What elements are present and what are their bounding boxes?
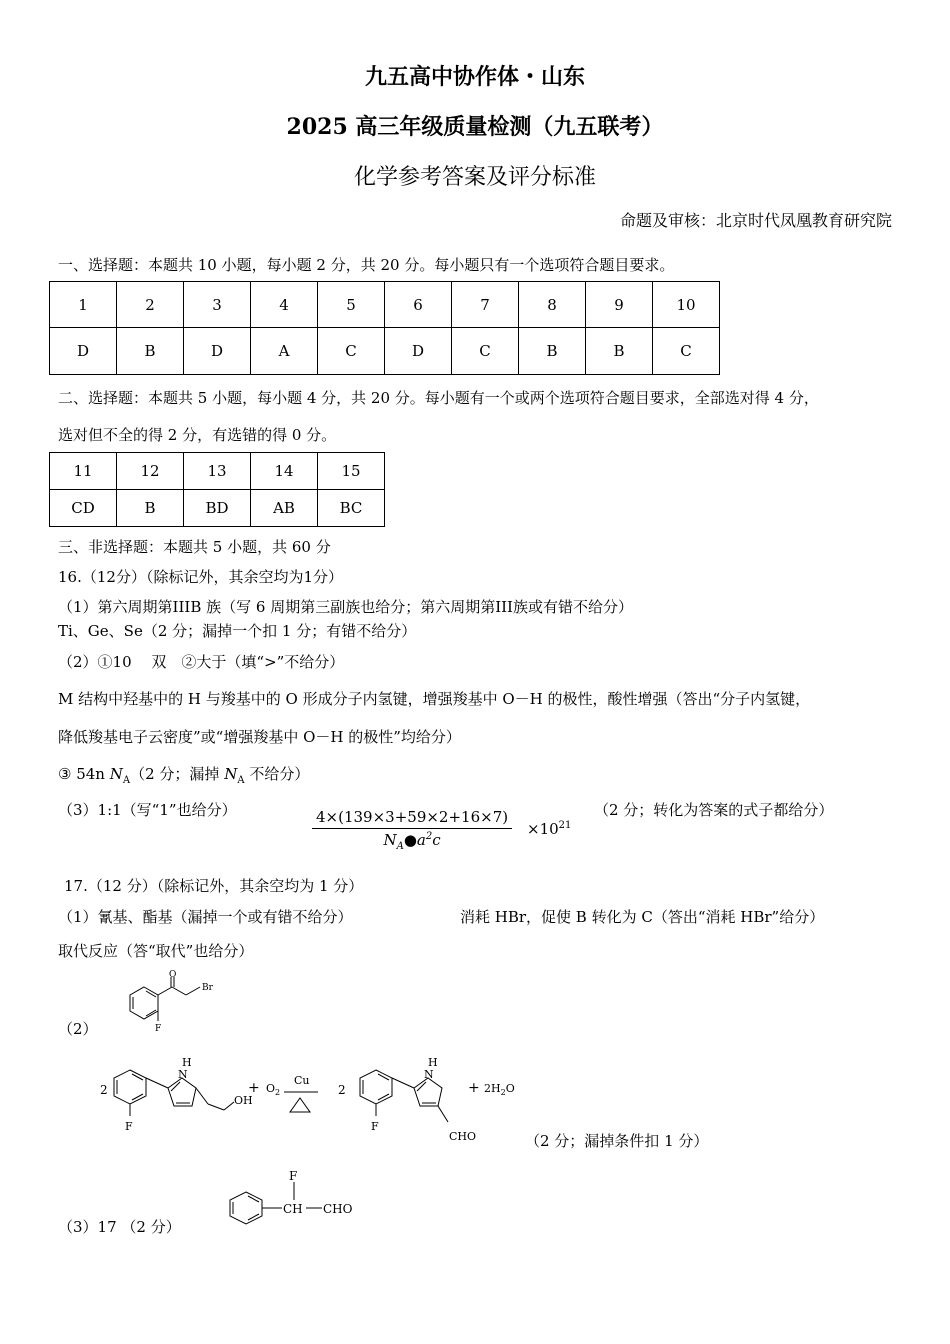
header-line1: 九五高中协作体・山东 xyxy=(364,64,585,90)
q17-head: 17.（12 分）（除标记外，其余空均为 1 分） xyxy=(64,877,364,895)
q16-part2b: M 结构中羟基中的 H 与羧基中的 O 形成分子内氢键，增强羧基中 O－H 的极性，酸性增强（答出“分子内氢键， xyxy=(58,690,811,708)
s2-ans-13: BD xyxy=(184,490,251,527)
formula-numerator: 4×(139×3+59×2+16×7) xyxy=(312,808,512,829)
oxygen-o: O xyxy=(266,1082,276,1095)
catalyst-label: Cu xyxy=(294,1074,310,1087)
s2-num-14: 14 xyxy=(251,453,318,490)
s1-num-3: 3 xyxy=(184,282,251,328)
s2-ans-14: AB xyxy=(251,490,318,527)
q16-p3-na2: N xyxy=(224,765,238,783)
reactant-fluorine: F xyxy=(125,1120,133,1133)
s2-num-15: 15 xyxy=(318,453,385,490)
reactant-nh-h: H xyxy=(182,1056,192,1069)
s1-ans-5: C xyxy=(318,328,385,375)
q16-part1: （1）第六周期第IIIB 族（写 6 周期第三副族也给分；第六周期第III族或有错不给分） xyxy=(58,598,633,616)
s1-ans-9: B xyxy=(586,328,653,375)
formula-mult: ×10 xyxy=(527,820,559,838)
q17-part3: （3）17 （2 分） xyxy=(58,1218,181,1236)
formula-den-rest: ●a xyxy=(403,831,426,849)
section1-answer-row xyxy=(50,328,720,375)
section2-table xyxy=(49,452,385,527)
section2-title-line1: 二、选择题：本题共 5 小题，每小题 4 分，共 20 分。每小题有一个或两个选项符合题目要求，全部选对得 4 分， xyxy=(58,389,819,407)
s1-ans-10: C xyxy=(653,328,720,375)
hydroxyl-label: OH xyxy=(234,1094,253,1107)
q17-part2-note: （2 分；漏掉条件扣 1 分） xyxy=(525,1132,709,1150)
fluoro-aldehyde-structure xyxy=(224,1170,364,1234)
header-line2: 2025 高三年级质量检测（九五联考） xyxy=(286,114,664,140)
q16-part4: （3）1:1（写“1”也给分） xyxy=(58,801,237,819)
s1-ans-7: C xyxy=(452,328,519,375)
q16-p3-na-sub: A xyxy=(122,775,131,786)
section2-title-line2: 选对但不全的得 2 分，有选错的得 0 分。 xyxy=(58,426,337,444)
s2-ans-15: BC xyxy=(318,490,385,527)
s1-ans-1: D xyxy=(50,328,117,375)
formula-multiplier xyxy=(527,820,571,838)
plus-sign-2: + xyxy=(468,1080,480,1096)
product-fluorine: F xyxy=(371,1120,379,1133)
q16-part2: （2）①10 双 ②大于（填“>”不给分） xyxy=(58,653,345,671)
header-line3: 化学参考答案及评分标准 xyxy=(353,165,596,190)
s2-num-12: 12 xyxy=(117,453,184,490)
s1-num-7: 7 xyxy=(452,282,519,328)
s2-ans-11: CD xyxy=(50,490,117,527)
s1-ans-8: B xyxy=(519,328,586,375)
s1-ans-6: D xyxy=(385,328,452,375)
section3-title: 三、非选择题：本题共 5 小题，共 60 分 xyxy=(58,538,331,556)
formula-den-c: c xyxy=(432,831,441,849)
reactant-coefficient: 2 xyxy=(100,1083,108,1097)
density-formula xyxy=(312,808,512,852)
s2-num-13: 13 xyxy=(184,453,251,490)
q16-part1b: Ti、Ge、Se（2 分；漏掉一个扣 1 分；有错不给分） xyxy=(58,622,417,640)
s1-ans-2: B xyxy=(117,328,184,375)
author-line: 命题及审核：北京时代凤凰教育研究院 xyxy=(619,211,892,230)
product-nh-h: H xyxy=(428,1056,438,1069)
water-h: 2H xyxy=(484,1082,501,1095)
oxygen-label xyxy=(266,1082,280,1097)
formula-den-n: N xyxy=(383,831,397,849)
q16-part3 xyxy=(58,763,309,786)
formula-den-sup: 2 xyxy=(425,831,433,842)
section1-table xyxy=(49,281,720,375)
aldehyde-label: CHO xyxy=(449,1130,477,1143)
s1-num-9: 9 xyxy=(586,282,653,328)
s1-num-6: 6 xyxy=(385,282,452,328)
s1-ans-3: D xyxy=(184,328,251,375)
struct3-ch: CH xyxy=(283,1202,303,1216)
water-sub: 2 xyxy=(500,1088,506,1097)
fluorine-label-1: F xyxy=(155,1024,162,1034)
q16-p3-prefix: ③ 54n xyxy=(58,765,110,783)
q16-part4-note: （2 分；转化为答案的式子都给分） xyxy=(594,801,834,819)
q16-part2c: 降低羧基电子云密度”或“增强羧基中 O－H 的极性”均给分） xyxy=(58,728,461,746)
formula-exp: 21 xyxy=(558,820,572,831)
s2-num-11: 11 xyxy=(50,453,117,490)
struct3-fluorine: F xyxy=(289,1169,298,1183)
s1-num-1: 1 xyxy=(50,282,117,328)
water-o: O xyxy=(505,1082,515,1095)
s1-ans-4: A xyxy=(251,328,318,375)
reaction-svg xyxy=(96,1056,536,1150)
section1-number-row xyxy=(50,282,720,328)
q17-part2-label: （2） xyxy=(58,1020,98,1038)
oxygen-sub: 2 xyxy=(275,1088,281,1097)
section2-number-row xyxy=(50,453,385,490)
product-n: N xyxy=(424,1068,434,1081)
s1-num-5: 5 xyxy=(318,282,385,328)
q17-part1-right: 消耗 HBr，促使 B 转化为 C（答出“消耗 HBr”给分） xyxy=(460,908,825,926)
q16-p3-mid: （2 分；漏掉 xyxy=(130,765,225,783)
q17-part1: （1）氰基、酯基（漏掉一个或有错不给分） xyxy=(58,908,353,926)
s1-num-4: 4 xyxy=(251,282,318,328)
reactant-n: N xyxy=(178,1068,188,1081)
s1-num-2: 2 xyxy=(117,282,184,328)
s1-num-8: 8 xyxy=(519,282,586,328)
struct3-cho: CHO xyxy=(323,1202,353,1216)
plus-sign-1: + xyxy=(248,1080,260,1096)
fluoro-aldehyde-svg xyxy=(224,1170,364,1234)
water-label xyxy=(484,1082,515,1097)
q16-p3-na: N xyxy=(109,765,123,783)
bromine-label: Br xyxy=(202,983,213,993)
bromo-ketone-structure xyxy=(128,970,228,1037)
section2-answer-row xyxy=(50,490,385,527)
formula-den-sub: A xyxy=(396,841,404,852)
q16-p3-na2-sub: A xyxy=(237,775,245,786)
q16-head: 16.（12分）（除标记外，其余空均为1分） xyxy=(58,568,343,586)
bromo-ketone-svg xyxy=(128,970,228,1037)
ketone-o-label: O xyxy=(169,970,177,980)
s1-num-10: 10 xyxy=(653,282,720,328)
section1-title: 一、选择题：本题共 10 小题，每小题 2 分，共 20 分。每小题只有一个选项符合题目要求。 xyxy=(58,256,675,274)
product-coefficient: 2 xyxy=(338,1083,346,1097)
s2-ans-12: B xyxy=(117,490,184,527)
formula-denominator xyxy=(312,829,512,852)
q17-part1b: 取代反应（答“取代”也给分） xyxy=(58,942,254,960)
oxidation-reaction xyxy=(96,1056,536,1150)
q16-p3-suffix: 不给分） xyxy=(244,765,310,783)
